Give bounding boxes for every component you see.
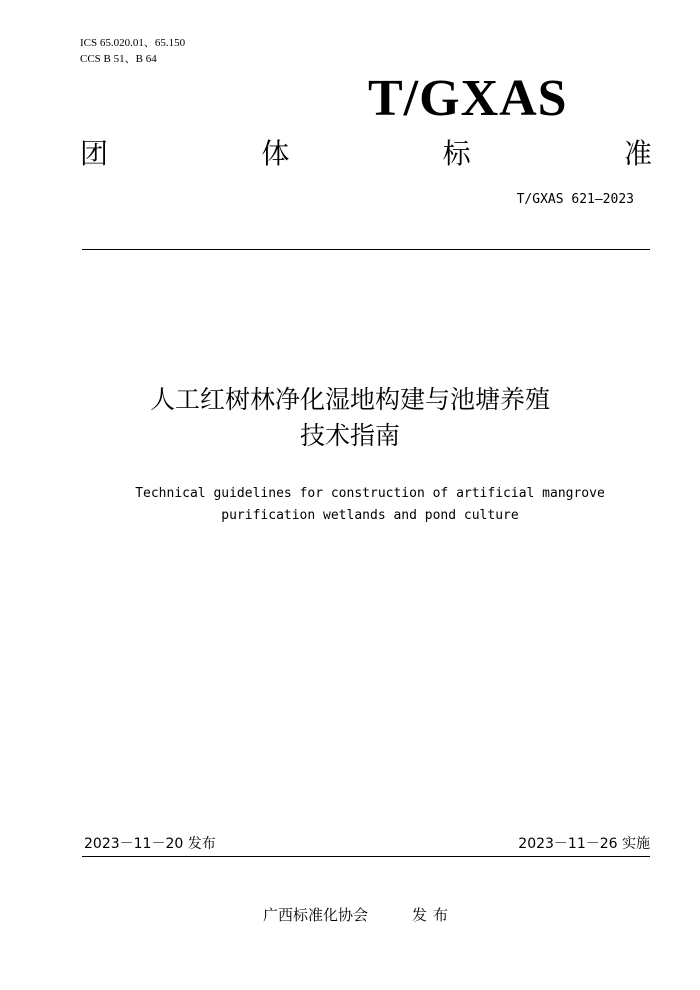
standard-number: T/GXAS 621—2023 — [516, 192, 634, 207]
standard-type-char: 团 — [80, 137, 109, 170]
standard-type-heading — [80, 136, 652, 172]
standard-type-char: 体 — [261, 137, 290, 170]
publish-date: 2023－11－20 发布 — [84, 836, 216, 852]
english-title-line: purification wetlands and pond culture — [221, 508, 519, 523]
footer-divider — [82, 856, 650, 857]
english-title — [90, 483, 650, 527]
chinese-title-line: 技术指南 — [299, 421, 400, 450]
standard-type-char: 准 — [623, 137, 652, 170]
issuer-verb: 发布 — [412, 906, 455, 924]
chinese-title-line: 人工红树林净化湿地构建与池塘养殖 — [149, 385, 550, 414]
chinese-title — [0, 382, 700, 454]
ics-code: ICS 65.020.01、65.150 — [80, 37, 186, 49]
organization-logo-text: T/GXAS — [368, 70, 568, 127]
ccs-code: CCS B 51、B 64 — [80, 53, 157, 65]
header-divider — [82, 249, 650, 250]
effective-date: 2023－11－26 实施 — [518, 836, 650, 852]
english-title-line: Technical guidelines for construction of artificial mangrove — [135, 486, 605, 501]
issuer-name: 广西标准化协会 — [263, 906, 369, 924]
standard-type-char: 标 — [442, 137, 471, 170]
